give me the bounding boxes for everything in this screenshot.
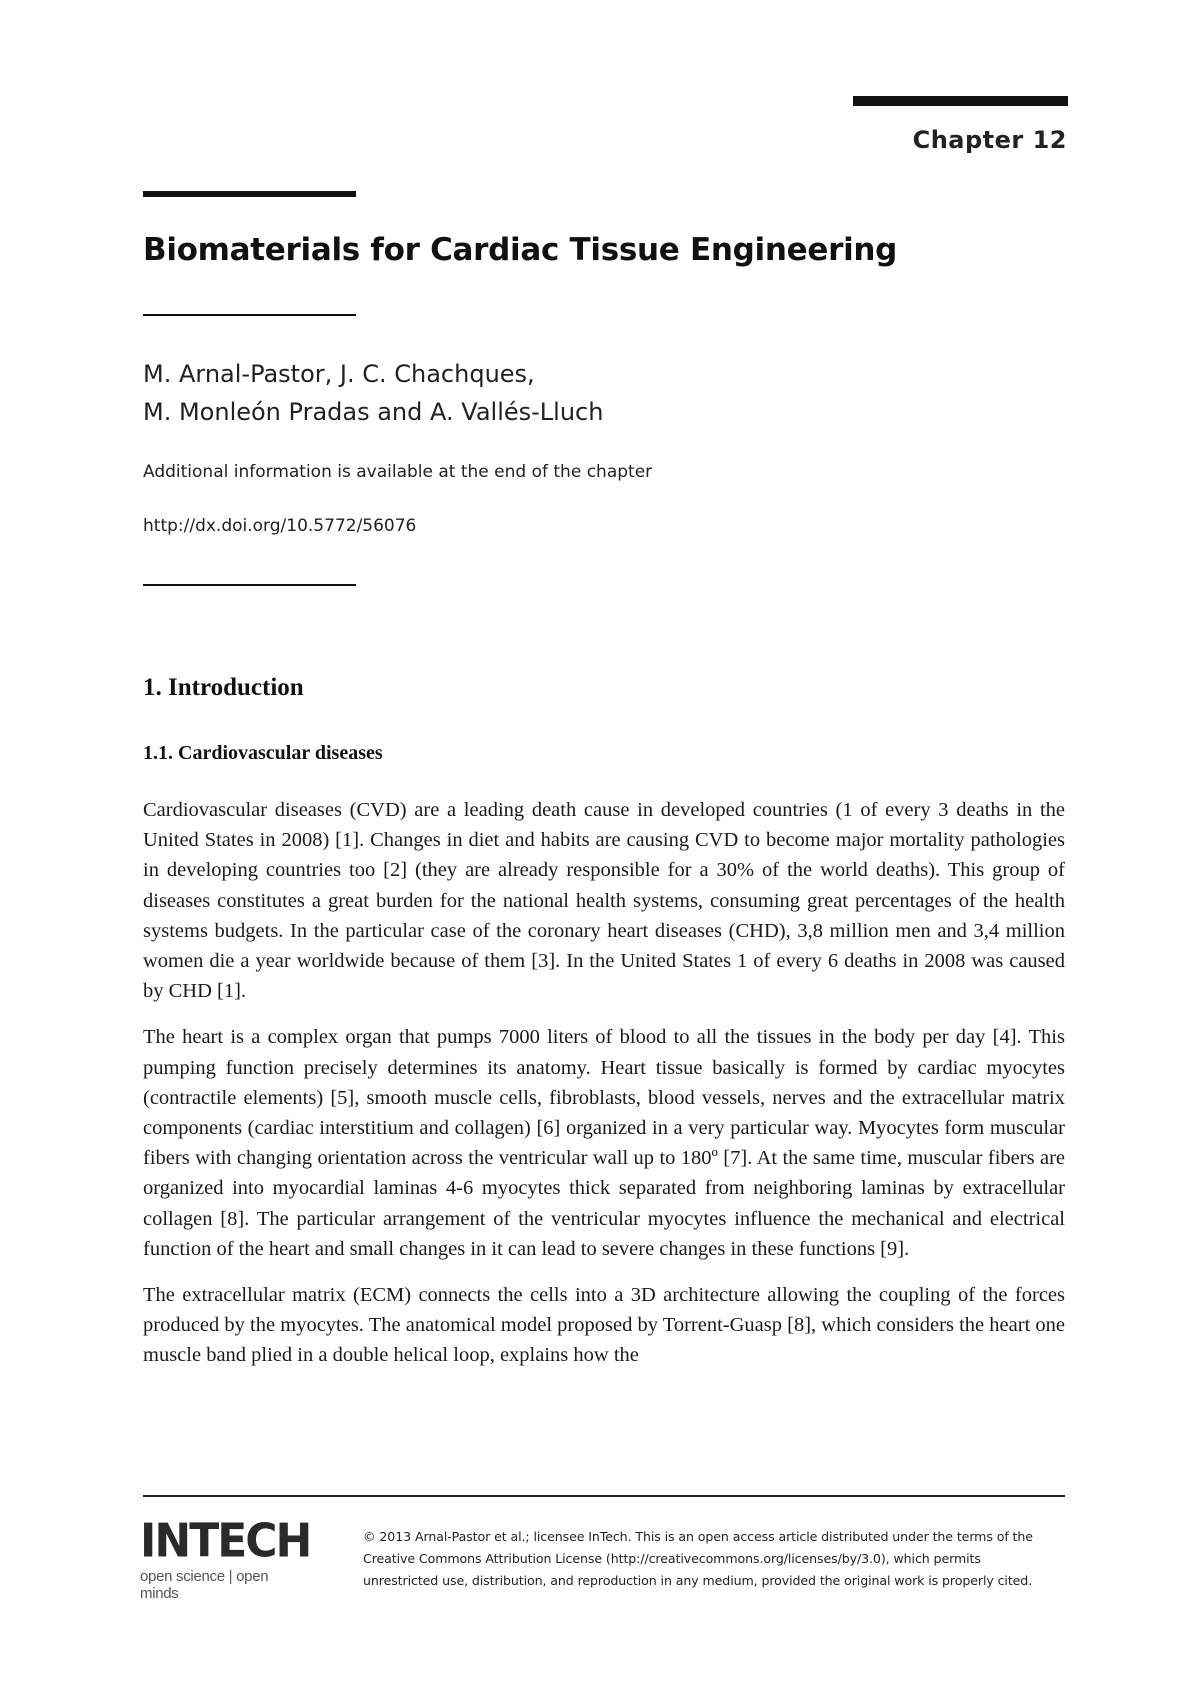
license-line-3: unrestricted use, distribution, and reproduction in any medium, provided the original work is properly cited. xyxy=(363,1573,1033,1588)
license-line-1: © 2013 Arnal-Pastor et al.; licensee InTech. This is an open access article distributed under the terms of the xyxy=(363,1529,1033,1544)
subsection-heading: 1.1. Cardiovascular diseases xyxy=(143,742,383,764)
footer-rule xyxy=(143,1495,1065,1497)
author-line-2: M. Monleón Pradas and A. Vallés-Lluch xyxy=(143,398,604,426)
doi-rule xyxy=(143,584,356,586)
license-notice xyxy=(363,1526,1068,1592)
logo-wordmark: INTECH xyxy=(140,1514,311,1569)
paragraph: The heart is a complex organ that pumps 7000 liters of blood to all the tissues in the body per day [4]. This pumping function precisely determines its anatomy. Heart tissue basically is formed by cardiac myocytes (contractile elements) [5], smooth muscle cells, fibroblasts, blood vessels, nerves and the extracellular matrix components (cardiac interstitium and collagen) [6] organized in a very particular way. Myocytes form muscular fibers with changing orientation across the ventricular wall up to 180º [7]. At the same time, muscular fibers are organized into myocardial laminas 4-6 myocytes thick separated from neighboring laminas by extracellular collagen [8]. The particular arrangement of the ventricular myocytes influence the mechanical and electrical function of the heart and small changes in it can lead to severe changes in these functions [9]. xyxy=(143,1026,1065,1260)
author-list xyxy=(143,355,603,431)
title-rule-bottom xyxy=(143,314,356,316)
chapter-label: Chapter 12 xyxy=(912,126,1067,154)
paragraph: The extracellular matrix (ECM) connects the cells into a 3D architecture allowing the coupling of the forces produced by the myocytes. The anatomical model proposed by Torrent-Guasp [8], which considers the heart one muscle band plied in a double helical loop, explains how the xyxy=(143,1284,1065,1367)
chapter-title: Biomaterials for Cardiac Tissue Engineering xyxy=(143,232,898,268)
author-line-1: M. Arnal-Pastor, J. C. Chachques, xyxy=(143,360,535,388)
additional-info: Additional information is available at the end of the chapter xyxy=(143,462,653,482)
chapter-rule xyxy=(853,96,1068,106)
doi-link[interactable]: http://dx.doi.org/10.5772/56076 xyxy=(143,516,417,536)
intech-logo xyxy=(140,1514,311,1602)
title-rule-top xyxy=(143,191,356,197)
body-text xyxy=(143,795,1065,1387)
section-heading: 1. Introduction xyxy=(143,674,304,701)
license-line-2: Creative Commons Attribution License (http://creativecommons.org/licenses/by/3.0), which permits xyxy=(363,1551,981,1566)
paragraph: Cardiovascular diseases (CVD) are a leading death cause in developed countries (1 of every 3 deaths in the United States in 2008) [1]. Changes in diet and habits are causing CVD to become major mortality pathologies in developing countries too [2] (they are already responsible for a 30% of the world deaths). This group of diseases constitutes a great burden for the national health systems, consuming great percentages of the health systems budgets. In the particular case of the coronary heart diseases (CHD), 3,8 million men and 3,4 million women die a year worldwide because of them [3]. In the United States 1 of every 6 deaths in 2008 was caused by CHD [1]. xyxy=(143,799,1065,1003)
logo-tagline: open science | open minds xyxy=(140,1568,269,1602)
